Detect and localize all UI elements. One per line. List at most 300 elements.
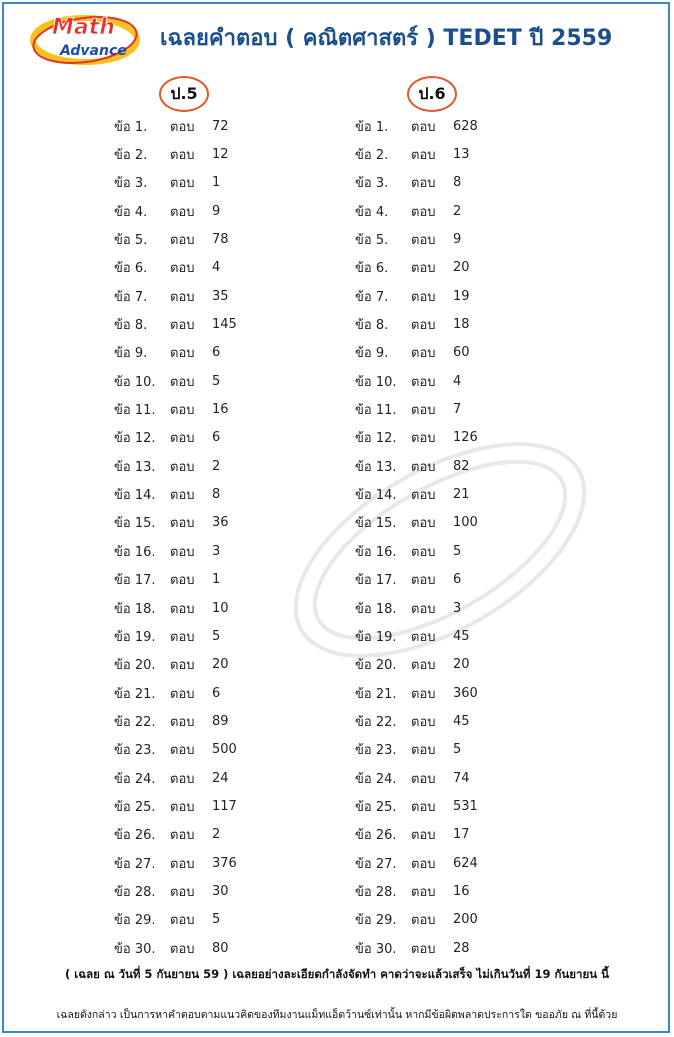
answer-row <box>114 792 272 820</box>
question-index: 25. <box>134 799 156 815</box>
answer-label: ตอบ <box>170 658 195 674</box>
question-index: 26. <box>134 828 156 844</box>
answer-row <box>114 509 272 537</box>
answer-value: 80 <box>212 940 229 956</box>
answer-label: ตอบ <box>170 261 195 277</box>
answer-label: ตอบ <box>170 884 195 900</box>
answer-value: 6 <box>212 430 221 446</box>
answer-row <box>355 849 513 877</box>
question-index: 30. <box>375 941 397 957</box>
question-number <box>114 427 170 448</box>
answer-label: ตอบ <box>170 743 195 759</box>
question-prefix: ข้อ <box>114 148 131 164</box>
answer-row <box>114 707 272 735</box>
question-index: 7. <box>134 289 148 305</box>
answer-label: ตอบ <box>411 204 436 220</box>
question-index: 14. <box>134 488 156 504</box>
answer-value: 7 <box>453 402 462 418</box>
answer-label: ตอบ <box>411 941 436 957</box>
question-index: 18. <box>134 601 156 617</box>
question-number <box>355 683 411 704</box>
answer-label: ตอบ <box>411 119 436 135</box>
answer-label: ตอบ <box>411 318 436 334</box>
question-number <box>355 881 411 902</box>
answer-row <box>114 367 272 395</box>
question-prefix: ข้อ <box>355 204 372 220</box>
question-number <box>355 824 411 845</box>
question-number <box>114 371 170 392</box>
answer-value: 6 <box>212 345 221 361</box>
question-index: 29. <box>375 913 397 929</box>
question-prefix: ข้อ <box>355 261 372 277</box>
question-number <box>114 654 170 675</box>
question-number <box>114 796 170 817</box>
answer-label: ตอบ <box>170 204 195 220</box>
answer-row <box>355 651 513 679</box>
answer-row <box>355 736 513 764</box>
question-number <box>355 286 411 307</box>
answer-row <box>355 906 513 934</box>
question-prefix: ข้อ <box>114 431 131 447</box>
answer-label: ตอบ <box>170 148 195 164</box>
question-number <box>355 739 411 760</box>
question-prefix: ข้อ <box>114 884 131 900</box>
answer-label: ตอบ <box>170 431 195 447</box>
question-prefix: ข้อ <box>114 176 131 192</box>
answer-row <box>355 424 513 452</box>
answer-row <box>114 197 272 225</box>
answer-label: ตอบ <box>411 573 436 589</box>
question-index: 11. <box>375 403 397 419</box>
answer-label: ตอบ <box>411 516 436 532</box>
answer-row <box>114 169 272 197</box>
question-prefix: ข้อ <box>114 913 131 929</box>
answer-value: 628 <box>453 118 478 134</box>
answer-value: 500 <box>212 742 237 758</box>
question-index: 8. <box>134 318 148 334</box>
answer-row <box>355 537 513 565</box>
answer-value: 531 <box>453 798 478 814</box>
answer-row <box>355 509 513 537</box>
question-prefix: ข้อ <box>114 346 131 362</box>
answer-label: ตอบ <box>170 119 195 135</box>
answer-value: 1 <box>212 175 221 191</box>
answer-value: 3 <box>212 543 221 559</box>
answer-value: 13 <box>453 147 470 163</box>
question-prefix: ข้อ <box>355 148 372 164</box>
question-number <box>114 853 170 874</box>
question-index: 14. <box>375 488 397 504</box>
question-prefix: ข้อ <box>114 544 131 560</box>
question-index: 5. <box>375 233 389 249</box>
answer-label: ตอบ <box>411 544 436 560</box>
answer-row <box>114 395 272 423</box>
answer-row <box>355 169 513 197</box>
answer-row <box>114 566 272 594</box>
answer-value: 89 <box>212 713 229 729</box>
question-prefix: ข้อ <box>114 204 131 220</box>
answer-value: 5 <box>453 543 462 559</box>
question-prefix: ข้อ <box>114 119 131 135</box>
question-number <box>355 512 411 533</box>
question-number <box>114 286 170 307</box>
answer-row <box>355 821 513 849</box>
answer-value: 200 <box>453 912 478 928</box>
question-index: 20. <box>375 658 397 674</box>
question-prefix: ข้อ <box>355 488 372 504</box>
answer-row <box>355 480 513 508</box>
answer-label: ตอบ <box>411 459 436 475</box>
question-index: 24. <box>134 771 156 787</box>
question-index: 28. <box>134 884 156 900</box>
question-number <box>114 144 170 165</box>
answer-label: ตอบ <box>170 686 195 702</box>
question-number <box>355 796 411 817</box>
question-prefix: ข้อ <box>114 261 131 277</box>
answer-row <box>114 877 272 905</box>
question-prefix: ข้อ <box>355 743 372 759</box>
question-index: 12. <box>134 431 156 447</box>
question-index: 24. <box>375 771 397 787</box>
question-index: 1. <box>134 119 148 135</box>
answer-label: ตอบ <box>170 233 195 249</box>
question-number <box>355 427 411 448</box>
question-number <box>355 654 411 675</box>
question-number <box>114 484 170 505</box>
answer-label: ตอบ <box>411 601 436 617</box>
answer-row <box>355 707 513 735</box>
question-index: 12. <box>375 431 397 447</box>
question-prefix: ข้อ <box>355 403 372 419</box>
question-number <box>114 342 170 363</box>
question-prefix: ข้อ <box>355 233 372 249</box>
answer-label: ตอบ <box>170 403 195 419</box>
answer-value: 10 <box>212 600 229 616</box>
question-prefix: ข้อ <box>114 941 131 957</box>
question-prefix: ข้อ <box>114 629 131 645</box>
answer-value: 17 <box>453 827 470 843</box>
question-prefix: ข้อ <box>355 459 372 475</box>
answer-label: ตอบ <box>170 318 195 334</box>
answer-label: ตอบ <box>411 714 436 730</box>
question-number <box>114 512 170 533</box>
answer-value: 20 <box>453 657 470 673</box>
question-prefix: ข้อ <box>355 544 372 560</box>
question-index: 2. <box>375 148 389 164</box>
answer-row <box>114 339 272 367</box>
question-index: 26. <box>375 828 397 844</box>
question-index: 9. <box>375 346 389 362</box>
answer-label: ตอบ <box>170 828 195 844</box>
answer-label: ตอบ <box>411 233 436 249</box>
answer-value: 145 <box>212 317 237 333</box>
answer-value: 126 <box>453 430 478 446</box>
answer-row <box>355 566 513 594</box>
answer-label: ตอบ <box>411 148 436 164</box>
question-index: 23. <box>134 743 156 759</box>
answer-row <box>355 112 513 140</box>
answer-row <box>114 622 272 650</box>
answer-value: 5 <box>212 628 221 644</box>
question-index: 13. <box>134 459 156 475</box>
answer-row <box>355 225 513 253</box>
answer-value: 18 <box>453 317 470 333</box>
answer-value: 19 <box>453 288 470 304</box>
answer-value: 16 <box>453 883 470 899</box>
answer-value: 5 <box>453 742 462 758</box>
question-index: 22. <box>134 714 156 730</box>
answer-value: 6 <box>453 572 462 588</box>
question-number <box>355 229 411 250</box>
question-prefix: ข้อ <box>355 714 372 730</box>
answer-value: 4 <box>212 260 221 276</box>
answer-label: ตอบ <box>411 346 436 362</box>
question-number <box>355 116 411 137</box>
question-index: 19. <box>375 629 397 645</box>
answer-label: ตอบ <box>411 176 436 192</box>
question-prefix: ข้อ <box>355 771 372 787</box>
question-number <box>355 853 411 874</box>
answer-value: 117 <box>212 798 237 814</box>
answer-row <box>355 679 513 707</box>
answer-row <box>355 395 513 423</box>
answer-row <box>355 339 513 367</box>
answer-value: 3 <box>453 600 462 616</box>
question-number <box>114 399 170 420</box>
question-index: 21. <box>375 686 397 702</box>
question-prefix: ข้อ <box>114 459 131 475</box>
question-number <box>355 257 411 278</box>
question-prefix: ข้อ <box>355 941 372 957</box>
answer-row <box>355 622 513 650</box>
answer-label: ตอบ <box>411 403 436 419</box>
answer-label: ตอบ <box>170 856 195 872</box>
question-prefix: ข้อ <box>355 828 372 844</box>
question-prefix: ข้อ <box>114 289 131 305</box>
answer-label: ตอบ <box>411 828 436 844</box>
answer-value: 35 <box>212 288 229 304</box>
answer-label: ตอบ <box>411 289 436 305</box>
question-index: 17. <box>134 573 156 589</box>
question-index: 21. <box>134 686 156 702</box>
question-prefix: ข้อ <box>114 856 131 872</box>
question-number <box>114 541 170 562</box>
question-prefix: ข้อ <box>355 516 372 532</box>
question-number <box>355 342 411 363</box>
question-prefix: ข้อ <box>114 488 131 504</box>
answer-label: ตอบ <box>170 459 195 475</box>
question-index: 3. <box>375 176 389 192</box>
question-prefix: ข้อ <box>114 828 131 844</box>
question-number <box>355 909 411 930</box>
answer-label: ตอบ <box>411 431 436 447</box>
question-index: 10. <box>375 374 397 390</box>
question-number <box>114 881 170 902</box>
answer-row <box>114 934 272 962</box>
p5-answer-list <box>114 112 272 962</box>
question-prefix: ข้อ <box>355 658 372 674</box>
question-index: 20. <box>134 658 156 674</box>
answer-value: 376 <box>212 855 237 871</box>
question-index: 6. <box>375 261 389 277</box>
answer-row <box>114 651 272 679</box>
question-prefix: ข้อ <box>355 374 372 390</box>
question-index: 1. <box>375 119 389 135</box>
answer-label: ตอบ <box>170 629 195 645</box>
question-number <box>355 456 411 477</box>
question-prefix: ข้อ <box>114 403 131 419</box>
question-number <box>114 626 170 647</box>
question-number <box>355 626 411 647</box>
question-prefix: ข้อ <box>355 856 372 872</box>
question-index: 8. <box>375 318 389 334</box>
question-index: 4. <box>134 204 148 220</box>
answer-value: 2 <box>212 458 221 474</box>
answer-value: 624 <box>453 855 478 871</box>
answer-label: ตอบ <box>170 941 195 957</box>
answer-label: ตอบ <box>170 601 195 617</box>
footer-note: ( เฉลย ณ วันที่ 5 กันยายน 59 ) เฉลยอย่างละเอียดกำลังจัดทำ คาดว่าจะแล้วเสร็จ ไม่เกินวันที่ 19 กันยายน นี้ <box>65 967 609 981</box>
answer-row <box>355 367 513 395</box>
answer-value: 9 <box>212 203 221 219</box>
question-prefix: ข้อ <box>355 289 372 305</box>
answer-row <box>114 424 272 452</box>
question-index: 27. <box>375 856 397 872</box>
question-index: 5. <box>134 233 148 249</box>
answer-label: ตอบ <box>411 856 436 872</box>
answer-label: ตอบ <box>170 176 195 192</box>
answer-value: 45 <box>453 713 470 729</box>
question-number <box>114 116 170 137</box>
answer-value: 36 <box>212 515 229 531</box>
question-prefix: ข้อ <box>355 318 372 334</box>
question-number <box>355 201 411 222</box>
answer-row <box>114 736 272 764</box>
question-prefix: ข้อ <box>114 686 131 702</box>
answer-value: 2 <box>212 827 221 843</box>
question-prefix: ข้อ <box>355 573 372 589</box>
question-number <box>114 257 170 278</box>
page-title: เฉลยคำตอบ ( คณิตศาสตร์ ) TEDET ปี 2559 <box>160 26 613 51</box>
answer-row <box>355 140 513 168</box>
question-number <box>114 314 170 335</box>
question-prefix: ข้อ <box>355 913 372 929</box>
answer-value: 5 <box>212 373 221 389</box>
answer-value: 60 <box>453 345 470 361</box>
question-index: 16. <box>375 544 397 560</box>
answer-row <box>355 282 513 310</box>
answer-label: ตอบ <box>170 488 195 504</box>
question-index: 17. <box>375 573 397 589</box>
answer-row <box>114 112 272 140</box>
question-number <box>355 768 411 789</box>
question-number <box>114 768 170 789</box>
answer-value: 21 <box>453 487 470 503</box>
grade-p6-badge: ป.6 <box>407 76 457 112</box>
question-prefix: ข้อ <box>114 799 131 815</box>
answer-row <box>114 452 272 480</box>
question-prefix: ข้อ <box>114 573 131 589</box>
answer-value: 20 <box>453 260 470 276</box>
question-number <box>114 711 170 732</box>
question-prefix: ข้อ <box>114 233 131 249</box>
question-prefix: ข้อ <box>355 176 372 192</box>
answer-value: 12 <box>212 147 229 163</box>
question-number <box>355 484 411 505</box>
question-number <box>114 456 170 477</box>
answer-row <box>114 310 272 338</box>
question-index: 7. <box>375 289 389 305</box>
question-number <box>355 399 411 420</box>
question-prefix: ข้อ <box>355 431 372 447</box>
answer-value: 9 <box>453 232 462 248</box>
question-number <box>114 739 170 760</box>
question-number <box>114 683 170 704</box>
answer-label: ตอบ <box>170 346 195 362</box>
question-prefix: ข้อ <box>355 686 372 702</box>
question-index: 4. <box>375 204 389 220</box>
question-prefix: ข้อ <box>355 119 372 135</box>
question-number <box>114 824 170 845</box>
question-index: 2. <box>134 148 148 164</box>
answer-row <box>114 225 272 253</box>
answer-value: 16 <box>212 402 229 418</box>
answer-row <box>355 792 513 820</box>
answer-row <box>114 140 272 168</box>
question-prefix: ข้อ <box>114 601 131 617</box>
math-advance-logo <box>30 8 140 66</box>
answer-row <box>114 480 272 508</box>
answer-label: ตอบ <box>170 374 195 390</box>
question-number <box>355 569 411 590</box>
question-index: 6. <box>134 261 148 277</box>
answer-value: 45 <box>453 628 470 644</box>
question-number <box>114 598 170 619</box>
question-index: 19. <box>134 629 156 645</box>
answer-label: ตอบ <box>411 771 436 787</box>
question-number <box>355 371 411 392</box>
question-prefix: ข้อ <box>114 771 131 787</box>
question-number <box>355 541 411 562</box>
question-index: 3. <box>134 176 148 192</box>
question-prefix: ข้อ <box>114 318 131 334</box>
answer-label: ตอบ <box>411 913 436 929</box>
answer-value: 78 <box>212 232 229 248</box>
answer-row <box>114 849 272 877</box>
answer-row <box>355 934 513 962</box>
answer-row <box>355 452 513 480</box>
answer-value: 74 <box>453 770 470 786</box>
question-prefix: ข้อ <box>114 714 131 730</box>
question-index: 22. <box>375 714 397 730</box>
answer-row <box>114 282 272 310</box>
answer-row <box>355 594 513 622</box>
question-number <box>114 938 170 959</box>
answer-label: ตอบ <box>411 374 436 390</box>
question-number <box>114 229 170 250</box>
answer-value: 1 <box>212 572 221 588</box>
answer-value: 82 <box>453 458 470 474</box>
question-index: 16. <box>134 544 156 560</box>
question-index: 15. <box>134 516 156 532</box>
question-index: 25. <box>375 799 397 815</box>
answer-row <box>114 537 272 565</box>
answer-label: ตอบ <box>411 884 436 900</box>
answer-label: ตอบ <box>170 516 195 532</box>
answer-value: 5 <box>212 912 221 928</box>
answer-label: ตอบ <box>170 544 195 560</box>
answer-value: 4 <box>453 373 462 389</box>
